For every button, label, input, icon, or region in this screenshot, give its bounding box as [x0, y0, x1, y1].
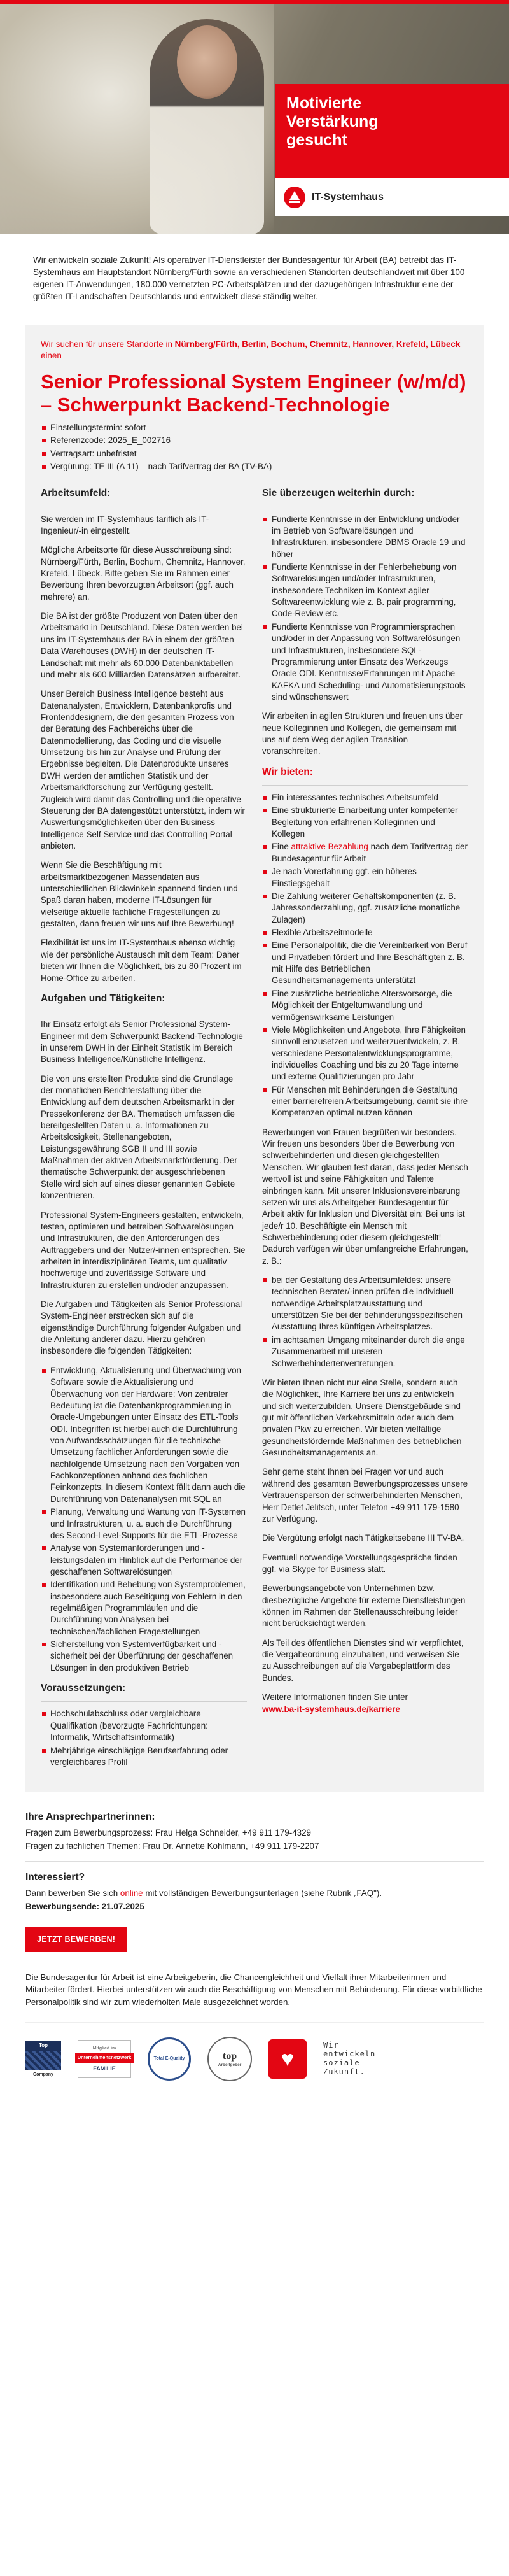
- slogan-line-3: gesucht: [286, 131, 347, 149]
- arbeitsumfeld-heading: Arbeitsumfeld:: [41, 488, 111, 499]
- paragraph: Ihr Einsatz erfolgt als Senior Professional System-Engineer mit dem Schwerpunkt Backend-Technologie in unserem DWH in der Einheit Statistik im Bereich Business Intelligence/Künstliche Intelligenz.: [41, 1019, 243, 1065]
- contact-section: [0, 1792, 509, 1952]
- top-arbeitgeber-badge: top Arbeitgeber: [207, 2037, 252, 2081]
- job-facts: [41, 422, 468, 472]
- logo-text: IT-Systemhaus: [312, 192, 384, 203]
- highlight-text: attraktive Bezahlung: [291, 842, 368, 852]
- paragraph: Flexibilität ist uns im IT-Systemhaus ebenso wichtig wie der persönliche Austausch mit dem Team: Daher bieten wir Ihnen die Möglichkeit, bis zu 80 Prozent im Home-Office zu arbeiten.: [41, 938, 242, 983]
- aufgaben-heading: Aufgaben und Tätigkeiten:: [41, 993, 165, 1004]
- fact-item: Einstellungstermin: sofort: [41, 422, 468, 434]
- ueberzeugen-heading: Sie überzeugen weiterhin durch:: [262, 488, 415, 499]
- logo-box: [275, 178, 509, 216]
- fact-item: Vergütung: TE III (A 11) – nach Tarifvertrag der BA (TV-BA): [41, 461, 468, 472]
- paragraph: Unser Bereich Business Intelligence besteht aus Datenanalysten, Entwicklern, Datenbankprofis und Frontenddesignern, die den gesamten Prozess von der Beratung des Fachbereichs über die Datenmodellierung, das Coding und die visuelle Umsetzung bis hin zur Analyse und Prüfung der Ergebnisse begleiten. Die Datenprodukte unseres DWH werden der amtlichen Statistik und der Arbeitsmarktforschung zur Verfügung gestellt. Zugleich wird damit das Controlling und die operative Steuerung der BA datengestützt unterstützt, indem wir Auswertungsmöglichkeiten über den Business Intelligence Self Service und das Controlling Portal anbieten.: [41, 689, 245, 851]
- list-item: Fundierte Kenntnisse von Programmiersprachen und/oder in der Anpassung von Softwarelösungen und Infrastrukturen, insbesondere SQL-Programmierung unter Einsatz des Werkzeugs Oracle ODI. Kenntnisse/Erfahrungen mit Apache KAFKA und Scheduling- und Automatisierungstools sind wünschenswert: [262, 621, 468, 704]
- list-item: im achtsamen Umgang miteinander durch die enge Zusammenarbeit mit unseren Schwerbehindertenvertretungen.: [262, 1334, 468, 1369]
- locations-prefix: Wir suchen für unsere Standorte in: [41, 339, 172, 349]
- list-item: Entwicklung, Aktualisierung und Überwachung von Software sowie die Aktualisierung und Überwachung von der Hardware: Von zentraler Bedeutung ist die Datenbankprogrammierung in Oracle-Umgebungen unter Einsatz des ETL-Tools ODI. Inbegriffen ist hierbei auch die Durchführung von Aufwandsschätzungen für die technische Umsetzung fachlicher Anforderungen sowie die nachfolgende Umsetzung nach den Vorgaben von Fachkonzeptionen anhand des fachlichen Feinkonzepts. In diesem Kontext fällt dann auch die Durchführung von Datenanalysen mit SQL an: [41, 1365, 247, 1505]
- job-card: [25, 325, 484, 1793]
- contact-heading: Ihre Ansprechpartnerinnen:: [25, 1811, 155, 1823]
- fact-item: Referenzcode: 2025_E_002716: [41, 435, 468, 446]
- ba-logo-icon: [284, 187, 305, 208]
- list-item: Planung, Verwaltung und Wartung von IT-Systemen und Infrastrukturen, u. a. auch die Durchführung des Second-Level-Supports für die ETL-Prozesse: [41, 1506, 247, 1541]
- intro-text: Wir entwickeln soziale Zukunft! Als operativer IT-Dienstleister der Bundesagentur für Arbeit (BA) betreibt das IT-Systemhaus am Hauptstandort Nürnberg/Fürth sowie an verschiedenen Standorten deutschlandweit mit über 100 eigenen IT-Anwendungen, 180.000 vernetzten PC-Arbeitsplätzen und der dazugehörigen Infrastruktur eine der größten IT-Landschaften Deutschlands und entwickelt diese ständig weiter.: [33, 255, 465, 301]
- contact-line-technical: Fragen zu fachlichen Themen: Frau Dr. Annette Kohlmann, +49 911 179-2207: [25, 1841, 319, 1851]
- paragraph: Die BA ist der größte Produzent von Daten über den Arbeitsmarkt in Deutschland. Diese Daten werden bei uns im IT-Systemhaus der BA in einem der größten Data Warehouses (DWH) in der deutschen IT-Landschaft mit mehr als 60.000 Datenbanktabellen und mehr als 600 Milliarden Datensätzen aufbereitet.: [41, 611, 243, 679]
- total-e-quality-badge: Total E-Quality: [148, 2037, 191, 2081]
- voraussetzungen-list: [41, 1708, 247, 1768]
- award-badges: [25, 2022, 484, 2081]
- list-item: bei der Gestaltung des Arbeitsumfeldes: unsere technischen Berater/-innen prüfen die individuell notwendige Arbeitsplatzausstattung und unterstützen Sie bei der behinderungsspezifischen Ausstattung Ihres künftigen Arbeitsplatzes.: [262, 1275, 468, 1333]
- list-item: Eine zusätzliche betriebliche Altersvorsorge, die Möglichkeit der Entgeltumwandlung und vermögenswirksame Leistungen: [262, 988, 468, 1023]
- paragraph: Professional System-Engineers gestalten, entwickeln, testen, optimieren und betreiben Softwarelösungen und Infrastrukturen, die den Anforderungen des Auftraggebers und der Nutzer/-innen entsprechen. Sie arbeiten in interdisziplinären Teams, um qualitativ hochwertige und zuverlässige Software und Infrastrukturen zu erstellen und/oder anzupassen.: [41, 1210, 246, 1290]
- career-intro: Weitere Informationen finden Sie unter: [262, 1692, 408, 1702]
- locations-list: Nürnberg/Fürth, Berlin, Bochum, Chemnitz, Hannover, Krefeld, Lübeck: [174, 339, 461, 349]
- interest-text: Dann bewerben Sie sich online mit vollständigen Bewerbungsunterlagen (siehe Rubrik „FAQ").: [25, 1888, 382, 1899]
- online-link[interactable]: online: [120, 1888, 143, 1899]
- list-item: Für Menschen mit Behinderungen die Gestaltung einer barrierefreien Arbeitsumgebung, damit sie ihre Kompetenzen optimal nutzen können: [262, 1084, 468, 1119]
- slogan-box: [275, 84, 509, 178]
- heart-icon: ♥: [268, 2039, 307, 2079]
- list-item: Analyse von Systemanforderungen und -leistungsdaten im Hinblick auf die Performance der geschaffenen Softwarelösungen: [41, 1543, 247, 1578]
- locations-suffix: einen: [41, 350, 62, 360]
- brand-stripe: [0, 0, 509, 4]
- top-company-badge: Top Company: [25, 2037, 61, 2081]
- list-item: Je nach Vorerfahrung ggf. ein höheres Einstiegsgehalt: [262, 866, 468, 889]
- apply-button[interactable]: JETZT BEWERBEN!: [25, 1927, 127, 1952]
- list-item: Mehrjährige einschlägige Berufserfahrung oder vergleichbares Profil: [41, 1745, 247, 1769]
- paragraph: Eventuell notwendige Vorstellungsgespräche finden ggf. via Skype for Business statt.: [262, 1552, 457, 1574]
- paragraph: Bewerbungen von Frauen begrüßen wir besonders. Wir freuen uns besonders über die Bewerbung von schwerbehinderten und diesen gleichgestellten Menschen. Wir glauben fest daran, dass jeder Mensch wertvoll ist und seine Fähigkeiten und Talente einbringen kann. Mit unserer Inklusionsvereinbarung setzen wir uns als Arbeitgeber Bundesagentur für Arbeit aktiv für Inklusion und Diversität ein: Bei uns ist jede/r 10. Beschäftigte ein Mensch mit Schwerbehinderung oder diesem gleichgestellt! Dadurch verfügen wir über umfangreiche Erfahrungen, z. B.:: [262, 1127, 468, 1266]
- job-title: Senior Professional System Engineer (w/m/d) – Schwerpunkt Backend-Technologie: [41, 371, 466, 416]
- list-item: Die Zahlung weiterer Gehaltskomponenten (z. B. Jahressonderzahlung, ggf. zusätzliche monatliche Zulagen): [262, 891, 468, 926]
- ueberzeugen-list: [262, 514, 468, 704]
- paragraph: Als Teil des öffentlichen Dienstes sind wir verpflichtet, die Vergabeordnung einzuhalten, und verweisen Sie zu Ausschreibungen auf die Vergabeplattform des Bundes.: [262, 1638, 464, 1683]
- bieten-heading: Wir bieten:: [262, 766, 313, 777]
- left-column: [41, 486, 247, 1776]
- paragraph: Wenn Sie die Beschäftigung mit arbeitsmarktbezogenen Massendaten aus unterschiedlichen Blickwinkeln spannend finden und Spaß daran haben, moderne IT-Lösungen für vielseitige aktuelle fachliche Fragestellungen zu gestalten, dann freuen wir uns auf Ihre Bewerbung!: [41, 860, 238, 929]
- paragraph: Sie werden im IT-Systemhaus tariflich als IT-Ingenieur/-in eingestellt.: [41, 514, 209, 535]
- contact-line-process: Fragen zum Bewerbungsprozess: Frau Helga Schneider, +49 911 179-4329: [25, 1828, 311, 1838]
- paragraph: Sehr gerne steht Ihnen bei Fragen vor und auch während des gesamten Bewerbungsprozesses unsere Vertrauensperson der schwerbehinderten Menschen, Herr Detlef Jelitsch, unter Telefon +49 911 179-1580 zur Verfügung.: [262, 1467, 468, 1524]
- slogan-line-2: Verstärkung: [286, 112, 379, 131]
- inklusion-list: [262, 1275, 468, 1369]
- erfolgsfaktor-familie-badge: Mitglied im Unternehmensnetzwerk FAMILIE: [78, 2040, 131, 2078]
- aufgaben-list: [41, 1365, 247, 1674]
- career-info: [262, 1692, 468, 1715]
- list-item: Eine attraktive Bezahlung nach dem Tarifvertrag der Bundesagentur für Arbeit: [262, 841, 468, 865]
- list-item: Fundierte Kenntnisse in der Fehlerbehebung von Softwarelösungen und/oder Infrastrukturen, insbesondere Techniken im Kontext agiler Softwareentwicklung wie z. B. pair programming, Code-Review etc.: [262, 562, 468, 620]
- hero-banner: [0, 0, 509, 234]
- right-column: [262, 486, 468, 1776]
- paragraph: Die Aufgaben und Tätigkeiten als Senior Professional System-Engineer erstrecken sich auf die eigenständige Durchführung folgender Aufgaben und die Anleitung anderer dazu. Hierzu gehören insbesondere die folgenden Tätigkeiten:: [41, 1299, 242, 1356]
- list-item: Ein interessantes technisches Arbeitsumfeld: [262, 792, 468, 803]
- list-item: Flexible Arbeitszeitmodelle: [262, 927, 468, 938]
- career-link[interactable]: www.ba-it-systemhaus.de/karriere: [262, 1704, 400, 1714]
- bieten-list: [262, 792, 468, 1119]
- interest-heading: Interessiert?: [25, 1872, 85, 1883]
- paragraph: Bewerbungsangebote von Unternehmen bzw. diesbezügliche Angebote für externe Dienstleistungen können im Rahmen der Stellenausschreibung leider nicht berücksichtigt werden.: [262, 1583, 466, 1629]
- voraussetzungen-heading: Voraussetzungen:: [41, 1683, 126, 1694]
- paragraph: Die Vergütung erfolgt nach Tätigkeitsebene III TV-BA.: [262, 1533, 464, 1543]
- list-item: Fundierte Kenntnisse in der Entwicklung und/oder im Betrieb von Softwarelösungen und Infrastrukturen, insbesondere DBMS Oracle 19 und höher: [262, 514, 468, 560]
- paragraph: Die von uns erstellten Produkte sind die Grundlage der monatlichen Berichterstattung über die Entwicklung auf dem deutschen Arbeitsmarkt in der Pressekonferenz der BA. Thematisch umfassen die bereitgestellten Daten u. a. Informationen zu Arbeitslosigkeit, Stellenangeboten, Leistungsgewährung SGB II und III sowie Maßnahmen der aktiven Arbeitsmarktförderung. Der thematische Schwerpunkt der ausgeschriebenen Stelle wird sich auf eines dieser genannten Gebiete konzentrieren.: [41, 1073, 237, 1201]
- paragraph: Wir arbeiten in agilen Strukturen und freuen uns über neue Kolleginnen und Kollegen, die gemeinsam mit uns auf dem Weg der agilen Transition voranschreiten.: [262, 711, 463, 756]
- paragraph: Wir bieten Ihnen nicht nur eine Stelle, sondern auch die Möglichkeit, Ihre Karriere bei uns zu entwickeln und sich weiterzubilden. Unsere Dienstgebäude sind gut mit öffentlichen Verkehrsmitteln oder auch dem privaten Pkw zu erreichen. Wir bieten vielfältige gesundheitsfördernde Maßnahmen des betrieblichen Gesundheitsmanagements an.: [262, 1377, 462, 1458]
- list-item: Sicherstellung von Systemverfügbarkeit und -sicherheit bei der Überführung der geschaffenen Lösungen in den produktiven Betrieb: [41, 1639, 247, 1674]
- job-columns: [41, 486, 468, 1776]
- fact-item: Vertragsart: unbefristet: [41, 448, 468, 460]
- list-item: Hochschulabschluss oder vergleichbare Qualifikation (bevorzugte Fachrichtungen: Informatik, Wirtschaftsinformatik): [41, 1708, 247, 1743]
- slogan-badge: Wir entwickeln soziale Zukunft.: [323, 2041, 376, 2076]
- list-item: Eine Personalpolitik, die die Vereinbarkeit von Beruf und Privatleben fördert und Ihre Beschäftigten z. B. mit Hilfe des Betrieblichen Gesundheitsmanagements unterstützt: [262, 940, 468, 986]
- list-item: Identifikation und Behebung von Systemproblemen, insbesondere auch Beseitigung von Fehlern in den regelmäßigen Programmläufen und die Durchführung von Analysen bei technischen/fachlichen Fragestellungen: [41, 1579, 247, 1638]
- deadline: Bewerbungsende: 21.07.2025: [25, 1901, 144, 1911]
- paragraph: Mögliche Arbeitsorte für diese Ausschreibung sind: Nürnberg/Fürth, Berlin, Bochum, Chemnitz, Hannover, Krefeld, Lübeck. Bitte geben Sie im Rahmen einer Bewerbung Ihren bevorzugten Arbeitsort (ggf. auch mehrere) an.: [41, 545, 246, 602]
- list-item: Viele Möglichkeiten und Angebote, Ihre Fähigkeiten sinnvoll einzusetzen und weiterzuentwickeln, z. B. verschiedene Personalentwicklungsprogramme, individuelles Coaching und bis zu 20 Tage interne und externe Qualifizierungen pro Jahr: [262, 1024, 468, 1083]
- slogan-line-1: Motivierte: [286, 94, 362, 112]
- list-item: Eine strukturierte Einarbeitung unter kompetenter Begleitung von erfahrenen Kolleginnen und Kollegen: [262, 805, 468, 840]
- closing-statement: Die Bundesagentur für Arbeit ist eine Arbeitgeberin, die Chancengleichheit und Vielfalt ihrer Mitarbeiterinnen und Mitarbeiter fördert. Hierbei unterstützen wir auch die Beschäftigung von Menschen mit Behinderung. Für diese vorbildliche Personalpolitik sind wir zum wiederholten Male ausgezeichnet worden.: [25, 1972, 482, 2007]
- locations-line: [41, 339, 468, 362]
